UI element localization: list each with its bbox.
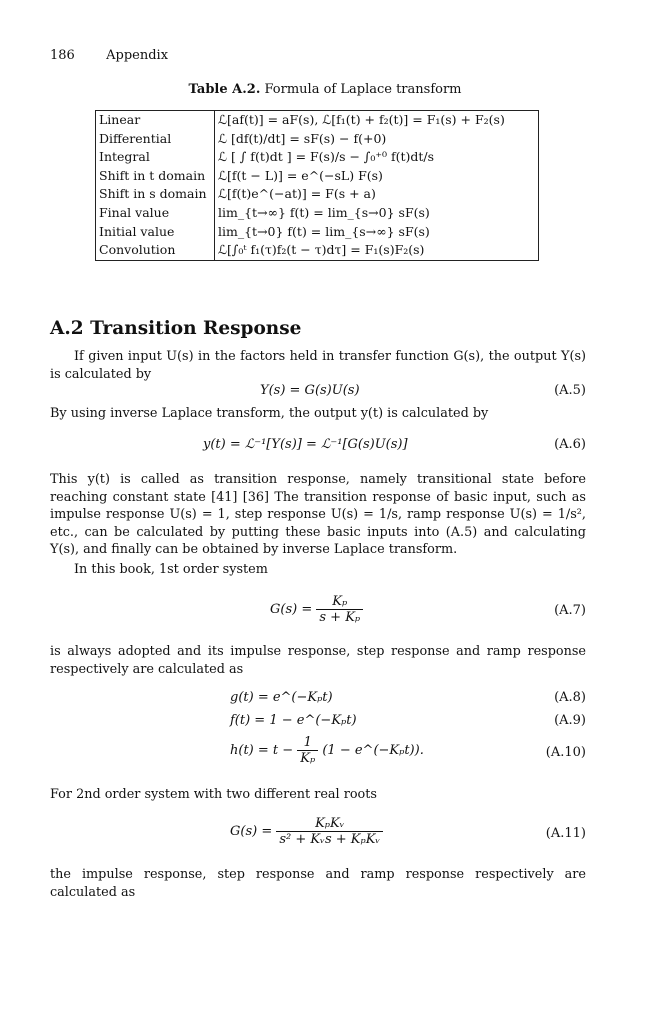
paragraph: This y(t) is called as transition response, namely transitional state before reaching constant state [41] [36] The transition response of basic input, such as impulse response U(s) = 1, step response U(s) = 1/s, ramp response U(s) = 1/s², etc., can be calculated by putting these basic inputs into (A.5) and calculating Y(s), and finally can be obtained by inverse Laplace transform. — [50, 472, 586, 558]
table-cell-name: Convolution — [96, 241, 215, 260]
running-header — [50, 48, 168, 63]
header-section: Appendix — [106, 48, 169, 63]
table-row — [96, 148, 539, 167]
paragraph: If given input U(s) in the factors held in transfer function G(s), the output Y(s) is calculated by — [50, 349, 586, 382]
equation-body: y(t) = ℒ⁻¹[Y(s)] = ℒ⁻¹[G(s)U(s)] — [203, 437, 408, 452]
fraction — [297, 735, 318, 766]
equation-number: (A.8) — [554, 690, 586, 705]
table-row — [96, 185, 539, 204]
equation-number: (A.5) — [554, 383, 586, 398]
fraction-numerator: Kₚ — [316, 594, 363, 610]
table-cell-name: Final value — [96, 204, 215, 223]
equation-number: (A.10) — [545, 745, 586, 760]
table-cell-formula: ℒ[∫₀ᵗ f₁(τ)f₂(t − τ)dτ] = F₁(s)F₂(s) — [218, 242, 425, 258]
equation-body: f(t) = 1 − e^(−Kₚt) — [230, 713, 357, 728]
equation-lhs: G(s) = — [230, 824, 273, 839]
table-cell-formula: lim_{t→∞} f(t) = lim_{s→0} sF(s) — [218, 204, 430, 220]
table-cell-name: Linear — [96, 111, 215, 130]
equation-a10 — [50, 735, 586, 775]
equation-a7 — [50, 594, 586, 630]
laplace-table — [95, 110, 539, 261]
fraction — [316, 594, 363, 625]
fraction-denominator: s + Kₚ — [319, 610, 361, 625]
paragraph: is always adopted and its impulse response, step response and ramp response respectively are calculated as — [50, 644, 586, 677]
table-caption-label: Table A.2. — [188, 82, 261, 97]
table-row — [96, 204, 539, 223]
equation-lhs: G(s) = — [270, 602, 313, 617]
table-cell-formula: lim_{t→0} f(t) = lim_{s→∞} sF(s) — [218, 223, 430, 239]
table-cell-name: Differential — [96, 130, 215, 149]
table-row — [96, 111, 539, 130]
fraction-numerator: KₚKᵥ — [276, 816, 383, 832]
table-row — [96, 130, 539, 149]
fraction-denominator: Kₚ — [300, 751, 316, 766]
paragraph: the impulse response, step response and ramp response respectively are calculated as — [50, 867, 586, 900]
paragraph: For 2nd order system with two different real roots — [50, 787, 377, 802]
page-number: 186 — [50, 48, 75, 63]
equation-rhs: (1 − e^(−Kₚt)). — [322, 743, 424, 758]
fraction-numerator: 1 — [297, 735, 318, 751]
table-cell-formula: ℒ[f(t − L)] = e^(−sL) F(s) — [218, 167, 383, 183]
paragraph: In this book, 1st order system — [74, 562, 268, 577]
table-cell-name: Shift in s domain — [96, 185, 215, 204]
paragraph: By using inverse Laplace transform, the output y(t) is calculated by — [50, 406, 489, 421]
table-cell-formula: ℒ[f(t)e^(−at)] = F(s + a) — [218, 186, 376, 202]
equation-body: Y(s) = G(s)U(s) — [260, 383, 360, 398]
equation-lhs: h(t) = t − — [230, 743, 294, 758]
fraction-denominator: s² + Kᵥs + KₚKᵥ — [279, 832, 381, 847]
equation-a11 — [50, 816, 586, 856]
equation-number: (A.9) — [554, 713, 586, 728]
table-caption-text: Formula of Laplace transform — [264, 82, 462, 97]
section-title: A.2 Transition Response — [50, 318, 302, 339]
fraction — [276, 816, 383, 847]
table-cell-formula: ℒ [ ∫ f(t)dt ] = F(s)/s − ∫₀⁺⁰ f(t)dt/s — [218, 149, 435, 165]
table-caption — [0, 82, 650, 97]
equation-number: (A.6) — [554, 437, 586, 452]
table-row — [96, 167, 539, 186]
table-row — [96, 241, 539, 260]
table-cell-name: Shift in t domain — [96, 167, 215, 186]
equation-number: (A.7) — [554, 603, 586, 618]
equation-number: (A.11) — [545, 826, 586, 841]
table-cell-formula: ℒ [df(t)/dt] = sF(s) − f(+0) — [218, 130, 387, 146]
table-cell-name: Integral — [96, 148, 215, 167]
table-row — [96, 223, 539, 242]
table-cell-formula: ℒ[af(t)] = aF(s), ℒ[f₁(t) + f₂(t)] = F₁(s) + F₂(s) — [218, 112, 505, 127]
table-cell-name: Initial value — [96, 223, 215, 242]
equation-body: g(t) = e^(−Kₚt) — [230, 690, 333, 705]
